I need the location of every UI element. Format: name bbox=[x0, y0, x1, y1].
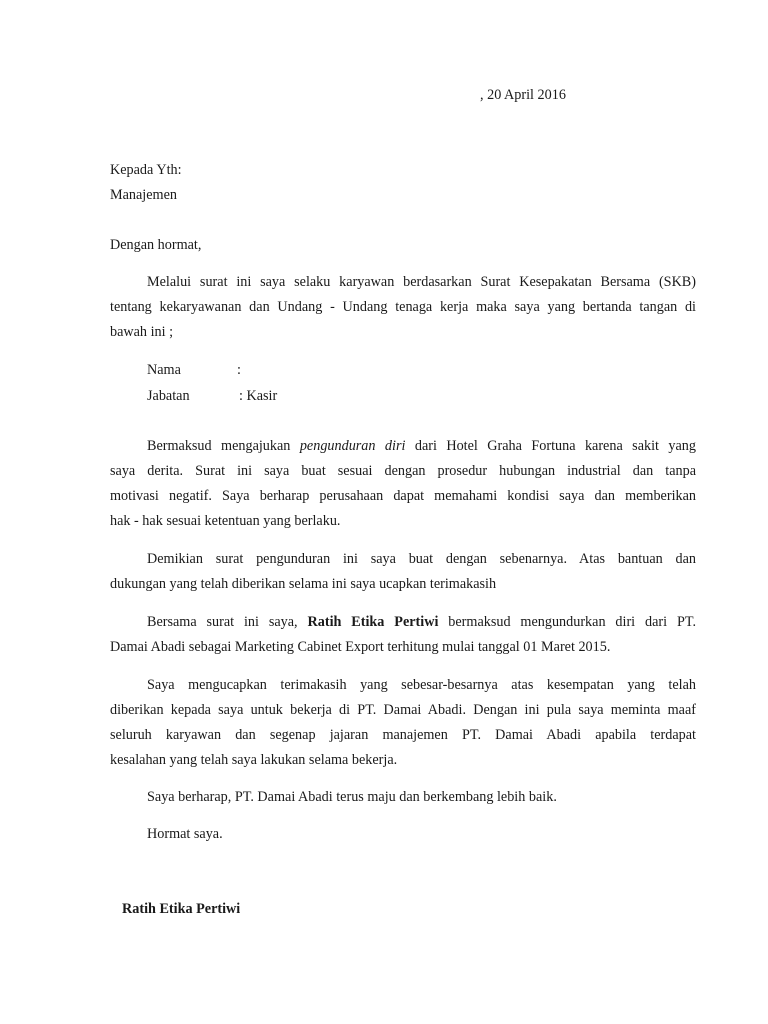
p2-line-2: dukungan yang telah diberikan selama ini saya ucapkan terimakasih bbox=[110, 576, 497, 592]
paragraph-resignation bbox=[110, 434, 696, 534]
p1-line-2: saya derita. Surat ini saya buat sesuai dengan prosedur hubungan industrial dan tanpa bbox=[110, 463, 696, 479]
p4-line-4: kesalahan yang telah saya lakukan selama bekerja. bbox=[110, 752, 398, 768]
p4-line-3: seluruh karyawan dan segenap jajaran manajemen PT. Damai Abadi apabila terdapat bbox=[110, 727, 696, 743]
paragraph-hope: Saya berharap, PT. Damai Abadi terus maju dan berkembang lebih baik. bbox=[147, 789, 557, 805]
p4-line-2: diberikan kepada saya untuk bekerja di PT. Damai Abadi. Dengan ini pula saya meminta maaf bbox=[110, 702, 696, 718]
name-label: Nama bbox=[147, 362, 181, 378]
intro-line-1: Melalui surat ini saya selaku karyawan berdasarkan Surat Kesepakatan Bersama (SKB) bbox=[147, 274, 696, 290]
intro-paragraph bbox=[110, 270, 696, 345]
position-label: Jabatan bbox=[147, 388, 190, 404]
name-colon: : bbox=[237, 362, 241, 378]
bold-name: Ratih Etika Pertiwi bbox=[307, 614, 439, 630]
italic-phrase: pengunduran diri bbox=[299, 438, 406, 454]
intro-line-2: tentang kekaryawanan dan Undang - Undang tenaga kerja maka saya yang bertanda tangan di bbox=[110, 299, 696, 315]
intro-line-3: bawah ini ; bbox=[110, 324, 174, 340]
recipient-greeting: Kepada Yth: bbox=[110, 162, 182, 178]
paragraph-apology bbox=[110, 673, 696, 773]
p1-line-4: hak - hak sesuai ketentuan yang berlaku. bbox=[110, 513, 341, 529]
p1-line-1: Bermaksud mengajukan pengunduran diri dari Hotel Graha Fortuna karena sakit yang bbox=[147, 438, 696, 454]
p3-line-1: Bersama surat ini saya, Ratih Etika Pertiwi bermaksud mengundurkan diri dari PT. bbox=[147, 614, 697, 630]
paragraph-closing-thanks bbox=[110, 547, 696, 597]
letter-date: , 20 April 2016 bbox=[480, 87, 566, 103]
position-value: : Kasir bbox=[239, 388, 278, 404]
paragraph-declaration bbox=[110, 610, 696, 660]
p2-line-1: Demikian surat pengunduran ini saya buat dengan sebenarnya. Atas bantuan dan bbox=[147, 551, 696, 567]
p4-line-1: Saya mengucapkan terimakasih yang sebesar-besarnya atas kesempatan yang telah bbox=[147, 677, 696, 693]
p1-line-3: motivasi negatif. Saya berharap perusahaan dapat memahami kondisi saya dan memberikan bbox=[110, 488, 696, 504]
closing: Hormat saya. bbox=[147, 826, 223, 842]
recipient-name: Manajemen bbox=[110, 187, 177, 203]
signature-name: Ratih Etika Pertiwi bbox=[122, 901, 241, 917]
p3-line-2: Damai Abadi sebagai Marketing Cabinet Export terhitung mulai tanggal 01 Maret 2015. bbox=[110, 639, 611, 655]
salutation: Dengan hormat, bbox=[110, 237, 202, 253]
